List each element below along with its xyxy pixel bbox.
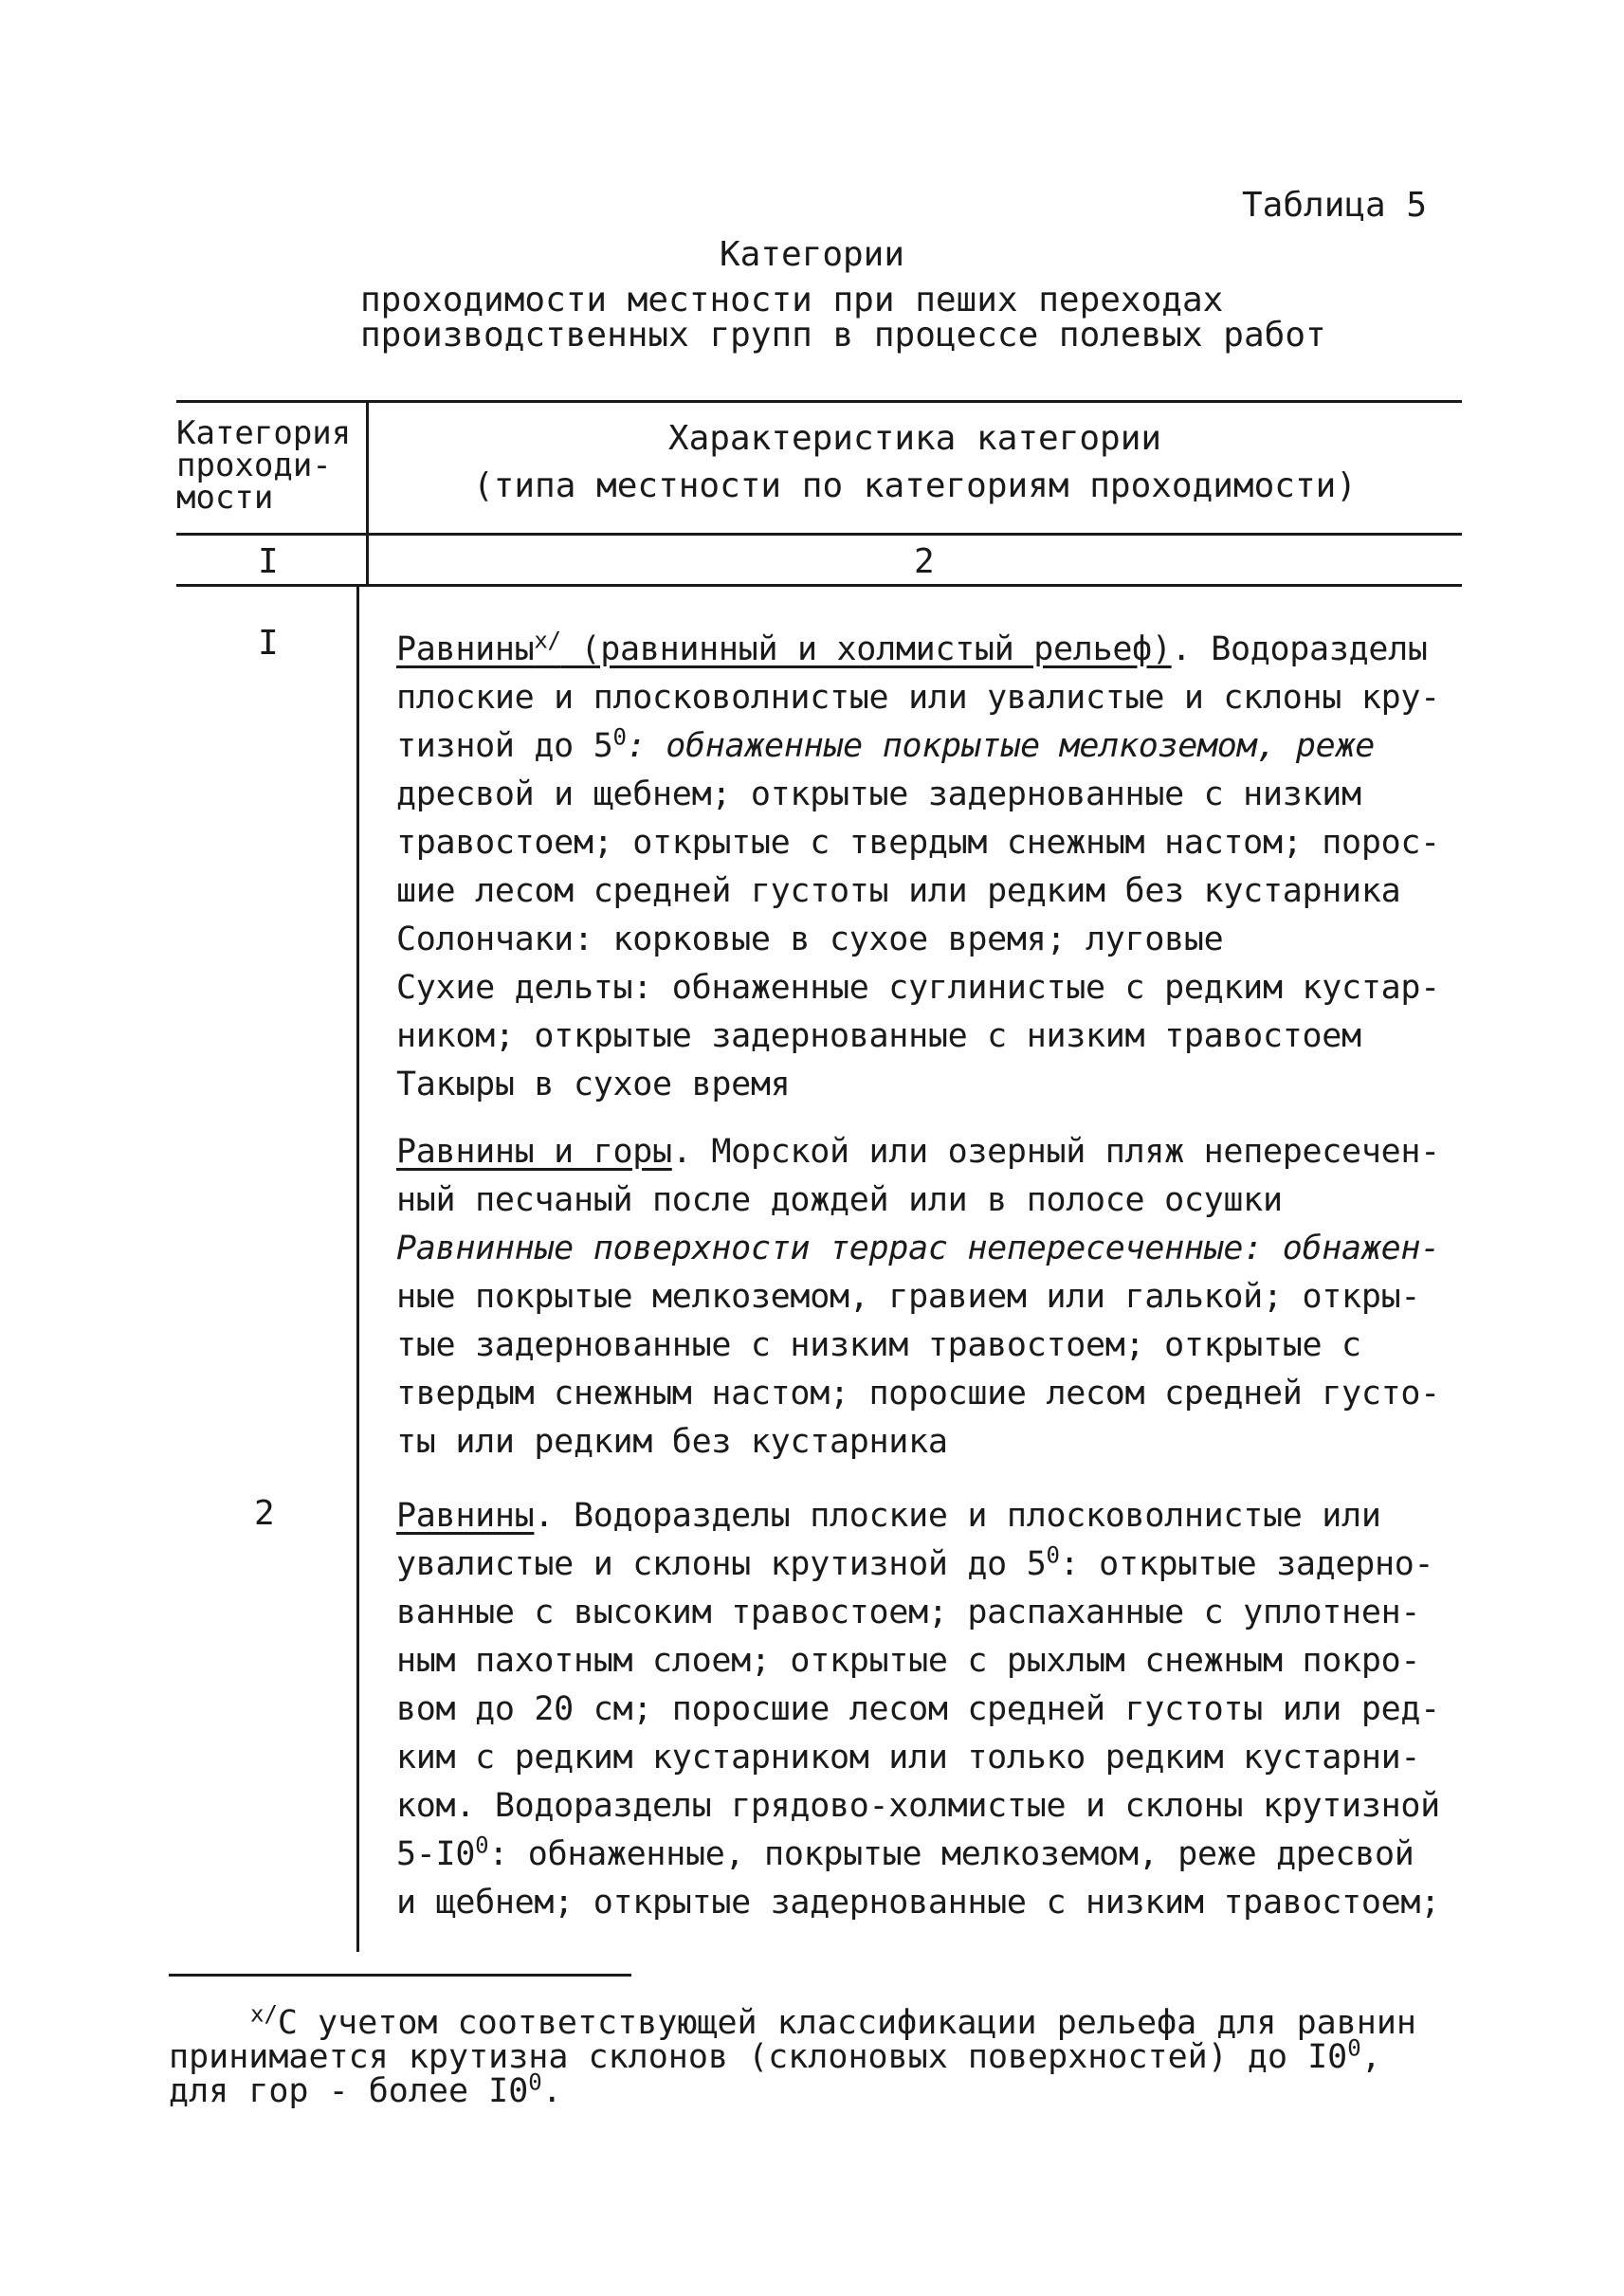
column-header-line: мости: [176, 479, 274, 517]
text-line: дресвой и щебнем; открытые задернованные с низким: [396, 775, 1361, 813]
text-line: Такыры в сухое время: [396, 1066, 791, 1103]
row-2-paragraph-1: [396, 1492, 1440, 1927]
text-line: ким с редким кустарником или только редким кустарни-: [396, 1739, 1421, 1777]
section-heading: Равнины: [396, 1497, 535, 1535]
column-divider: [366, 400, 369, 587]
text-line: ты или редким без кустарника: [396, 1423, 948, 1461]
row-category-number: 2: [254, 1494, 275, 1533]
text-line: Равнины$^{x/}$ (равнинный и холмистый рельеф). Водоразделы: [396, 627, 1428, 668]
column-header-line: Характеристика категории: [667, 419, 1162, 458]
table-number-label: Таблица 5: [1242, 186, 1428, 225]
text-line: увалистые и склоны крутизной до $5^0$: открытые задерно-: [396, 1541, 1434, 1583]
column-divider-body: [356, 587, 359, 1952]
footnote: [169, 2000, 1416, 2110]
column-header-line: (типа местности по категориям проходимости): [473, 466, 1357, 505]
text-line: ником; открытые задернованные с низким травостоем: [396, 1017, 1361, 1055]
text-line: травостоем; открытые с твердым снежным настом; порос-: [396, 824, 1440, 862]
text-line: ные покрытые мелкоземом, гравием или галькой; откры-: [396, 1278, 1421, 1316]
text-line: ным пахотным слоем; открытые с рыхлым снежным покро-: [396, 1642, 1421, 1680]
text-line: твердым снежным настом; поросшие лесом средней густо-: [396, 1375, 1440, 1412]
section-heading: Равнины и горы: [396, 1133, 672, 1171]
table-subtitle: [360, 282, 1326, 353]
text-line: $5-I0^0$: обнаженные, покрытые мелкоземом, реже дресвой: [396, 1831, 1414, 1873]
colnum-bottom-rule: [176, 584, 1462, 587]
text-line: ный песчаный после дождей или в полосе осушки: [396, 1181, 1283, 1219]
text-line: вом до 20 см; поросшие лесом средней густоты или ред-: [396, 1690, 1440, 1728]
footnote-rule: [169, 1974, 631, 1977]
column-number-2: 2: [914, 542, 935, 581]
column-header-line: проходи-: [176, 446, 332, 484]
footnote-line: $^{x/}$С учетом соответствующей классификации рельефа для равнин: [250, 2000, 1416, 2042]
footnote-mark: x/: [250, 2000, 278, 2028]
footnote-line: для гор - более $I0^0$.: [169, 2068, 562, 2110]
header-bottom-rule: [176, 533, 1462, 536]
text-line: шие лесом средней густоты или редким без кустарника: [396, 872, 1401, 910]
column-header-characteristic: [370, 415, 1460, 510]
text-line: Сухие дельты: обнаженные суглинистые с редким кустар-: [396, 969, 1440, 1007]
footnote-line: принимается крутизна склонов (склоновых поверхностей) до $I0^0$,: [169, 2034, 1381, 2076]
text-line: Равнины. Водоразделы плоские и плосковолнистые или: [396, 1497, 1381, 1535]
row-category-number: I: [258, 624, 279, 663]
column-header-category: [176, 414, 352, 517]
table-title: Категории: [719, 235, 905, 274]
text-line: Равнинные поверхности террас непересеченные: обнажен-: [396, 1230, 1440, 1267]
text-line: Солончаки: корковые в сухое время; луговые: [396, 920, 1224, 958]
text-line: Равнины и горы. Морской или озерный пляж непересечен-: [396, 1133, 1440, 1171]
row-1-paragraph-2: [396, 1128, 1440, 1467]
text-line: тизной до $5^0$: обнаженные покрытые мелкоземом, реже: [396, 723, 1375, 765]
row-1-paragraph-1: [396, 626, 1440, 1109]
table-subtitle-line: проходимости местности при пеших переходах: [360, 281, 1224, 319]
text-line: и щебнем; открытые задернованные с низким травостоем;: [396, 1884, 1440, 1922]
column-number-1: I: [258, 542, 279, 581]
text-line: тые задернованные с низким травостоем; открытые с: [396, 1326, 1361, 1364]
text-line: плоские и плосковолнистые или увалистые и склоны кру-: [396, 679, 1440, 717]
table-top-rule: [176, 400, 1462, 403]
column-header-line: Категория: [176, 414, 352, 452]
table-subtitle-line: производственных групп в процессе полевых работ: [360, 316, 1326, 355]
section-heading: Равнины$^{x/}$ (равнинный и холмистый рельеф): [396, 627, 1172, 668]
text-line: ком. Водоразделы грядово-холмистые и склоны крутизной: [396, 1787, 1440, 1825]
text-line: ванные с высоким травостоем; распаханные с уплотнен-: [396, 1594, 1421, 1631]
